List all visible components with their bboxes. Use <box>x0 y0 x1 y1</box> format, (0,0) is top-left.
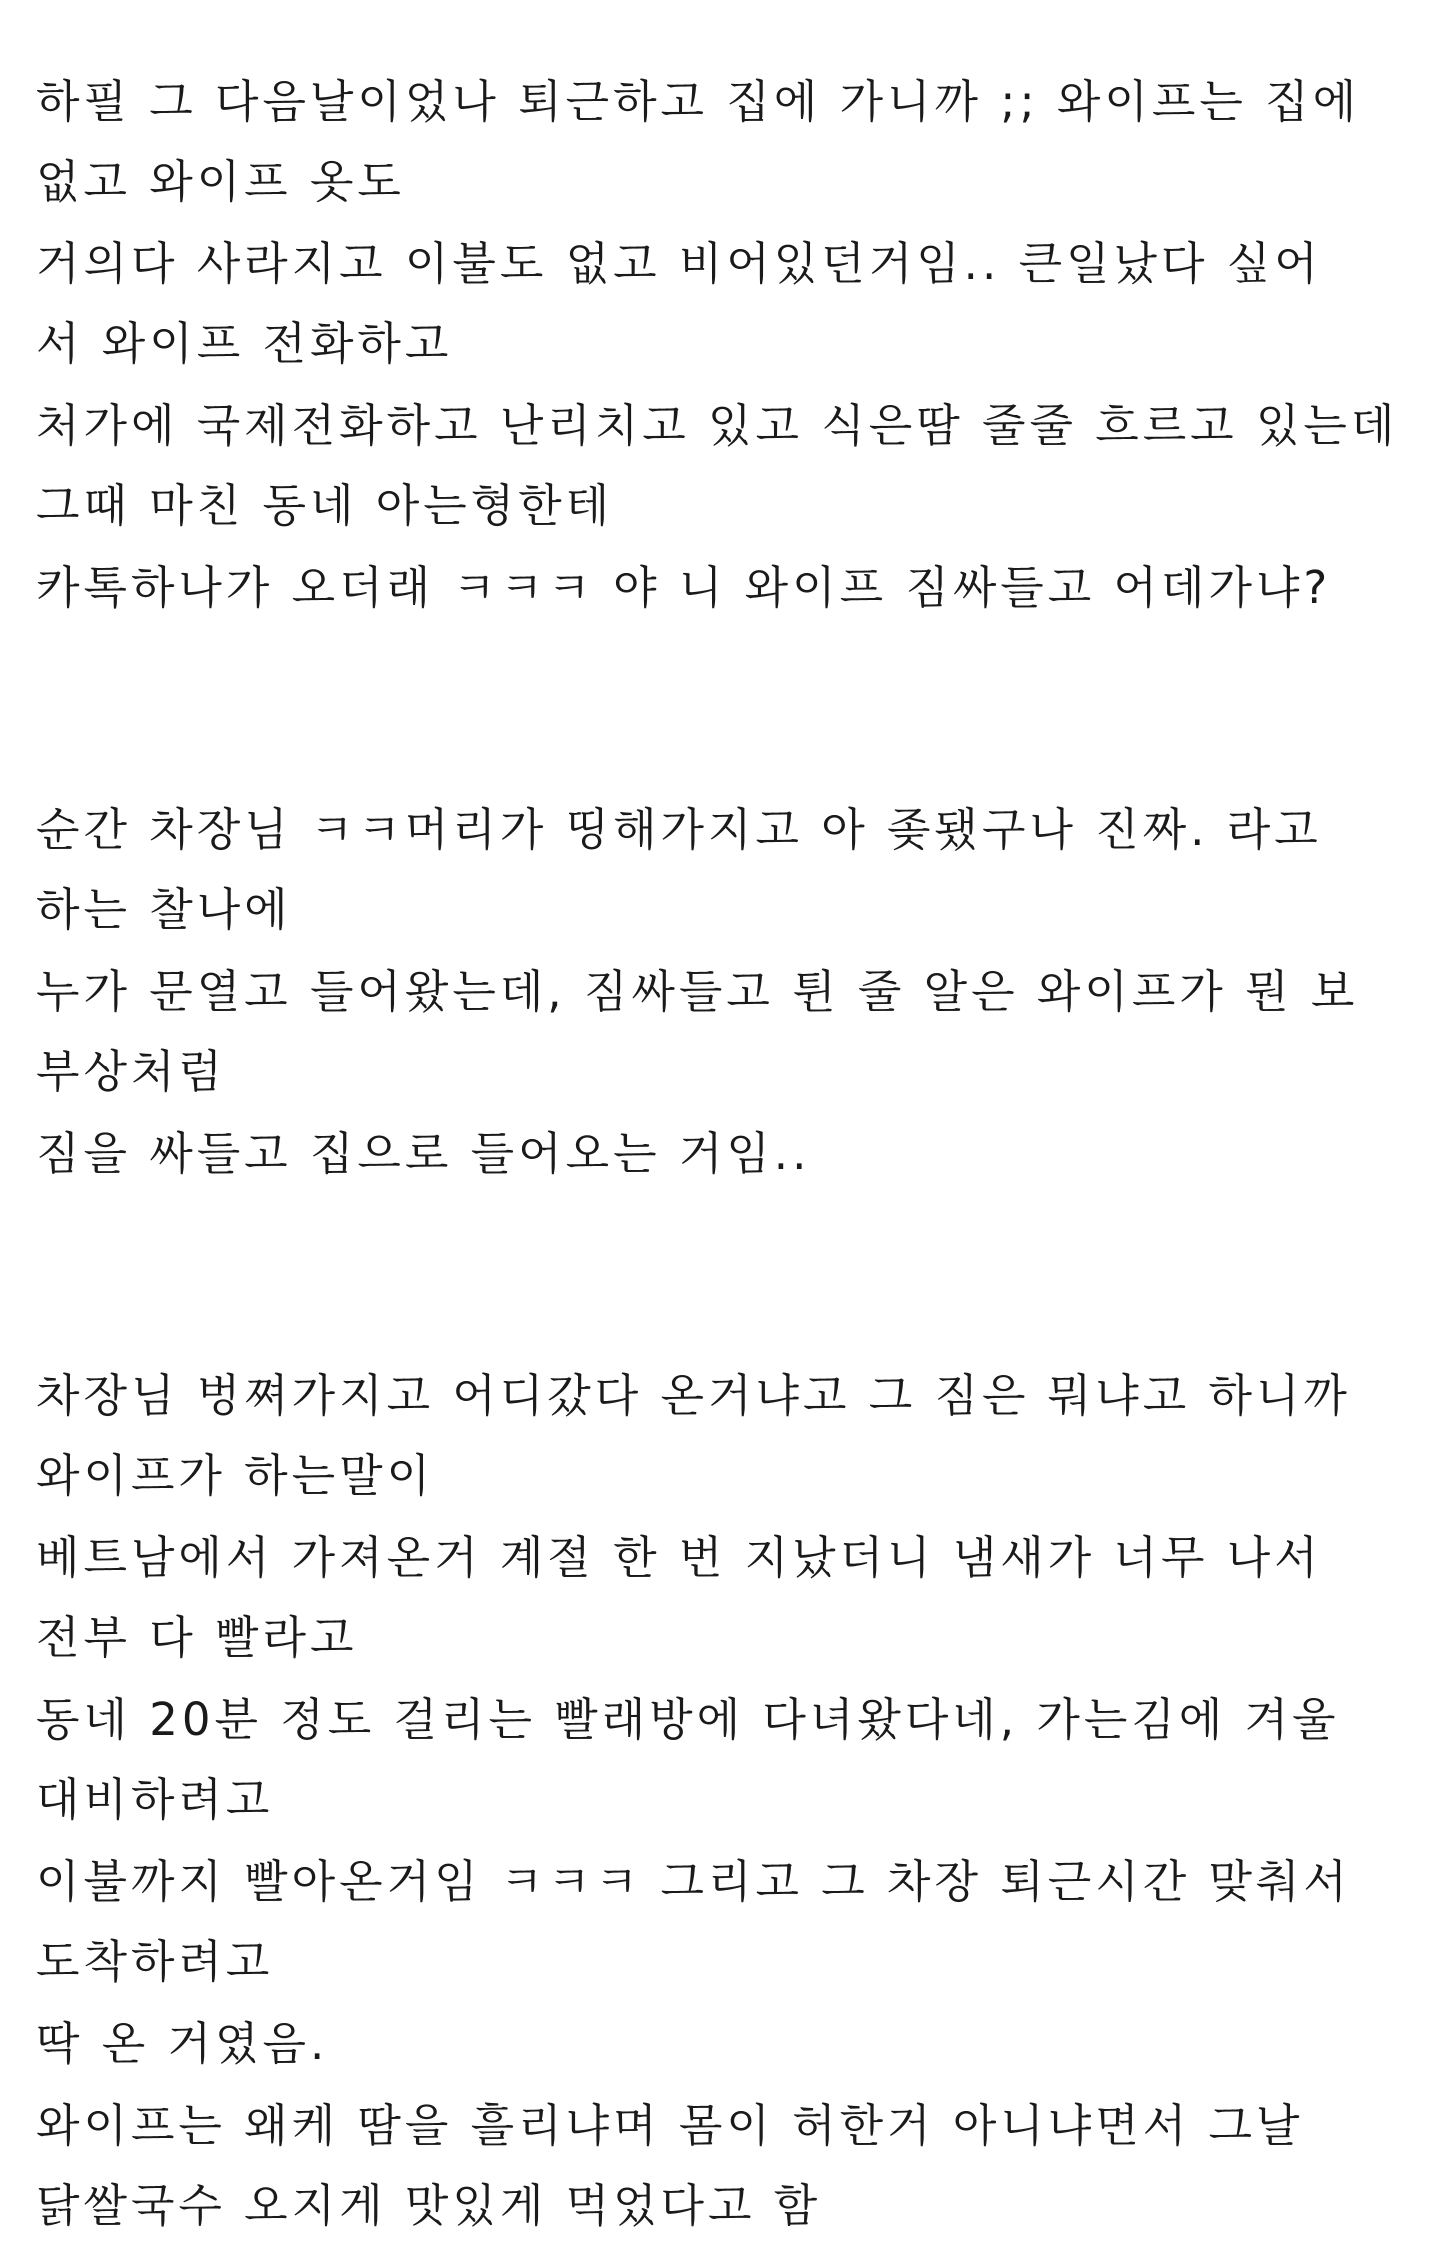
paragraph-2: 거의다 사라지고 이불도 없고 비어있던거임.. 큰일났다 싶어 서 와이프 전화하고 <box>36 237 1322 370</box>
paragraph-10: 동네 20분 정도 걸리는 빨래방에 다녀왔다네, 가는김에 겨울 대비하려고 <box>36 1693 1340 1826</box>
paragraph-9: 베트남에서 가져온거 계절 한 번 지났더니 냄새가 너무 나서 전부 다 빨라고 <box>36 1531 1322 1664</box>
paragraph-8: 차장님 벙쪄가지고 어디갔다 온거냐고 그 짐은 뭐냐고 하니까 와이프가 하는말이 <box>36 1369 1351 1502</box>
paragraph-5: 순간 차장님 ㅋㅋ머리가 띵해가지고 아 좆됐구나 진짜. 라고 하는 찰나에 <box>36 803 1322 936</box>
paragraph-3: 처가에 국제전화하고 난리치고 있고 식은땀 줄줄 흐르고 있는데 그때 마친 동네 아는형한테 <box>36 399 1399 532</box>
story-text <box>36 62 1416 2248</box>
section-gap <box>36 630 1416 790</box>
paragraph-11: 이불까지 빨아온거임 ㅋㅋㅋ 그리고 그 차장 퇴근시간 맞춰서 도착하려고 <box>36 1855 1351 1988</box>
paragraph-7: 짐을 싸들고 집으로 들어오는 거임.. <box>36 1127 811 1180</box>
paragraph-6: 누가 문열고 들어왔는데, 짐싸들고 튄 줄 알은 와이프가 뭔 보 부상처럼 <box>36 965 1359 1098</box>
paragraph-13: 와이프는 왜케 땀을 흘리냐며 몸이 허한거 아니냐면서 그날 닭쌀국수 오지게 맛있게 먹었다고 함 <box>36 2099 1304 2232</box>
paragraph-4: 카톡하나가 오더래 ㅋㅋㅋ 야 니 와이프 짐싸들고 어데가냐? <box>36 561 1332 614</box>
paragraph-1: 하필 그 다음날이었나 퇴근하고 집에 가니까 ;; 와이프는 집에 없고 와이프 옷도 <box>36 75 1361 208</box>
paragraph-12: 딱 온 거였음. <box>36 2017 329 2070</box>
section-gap <box>36 1196 1416 1356</box>
